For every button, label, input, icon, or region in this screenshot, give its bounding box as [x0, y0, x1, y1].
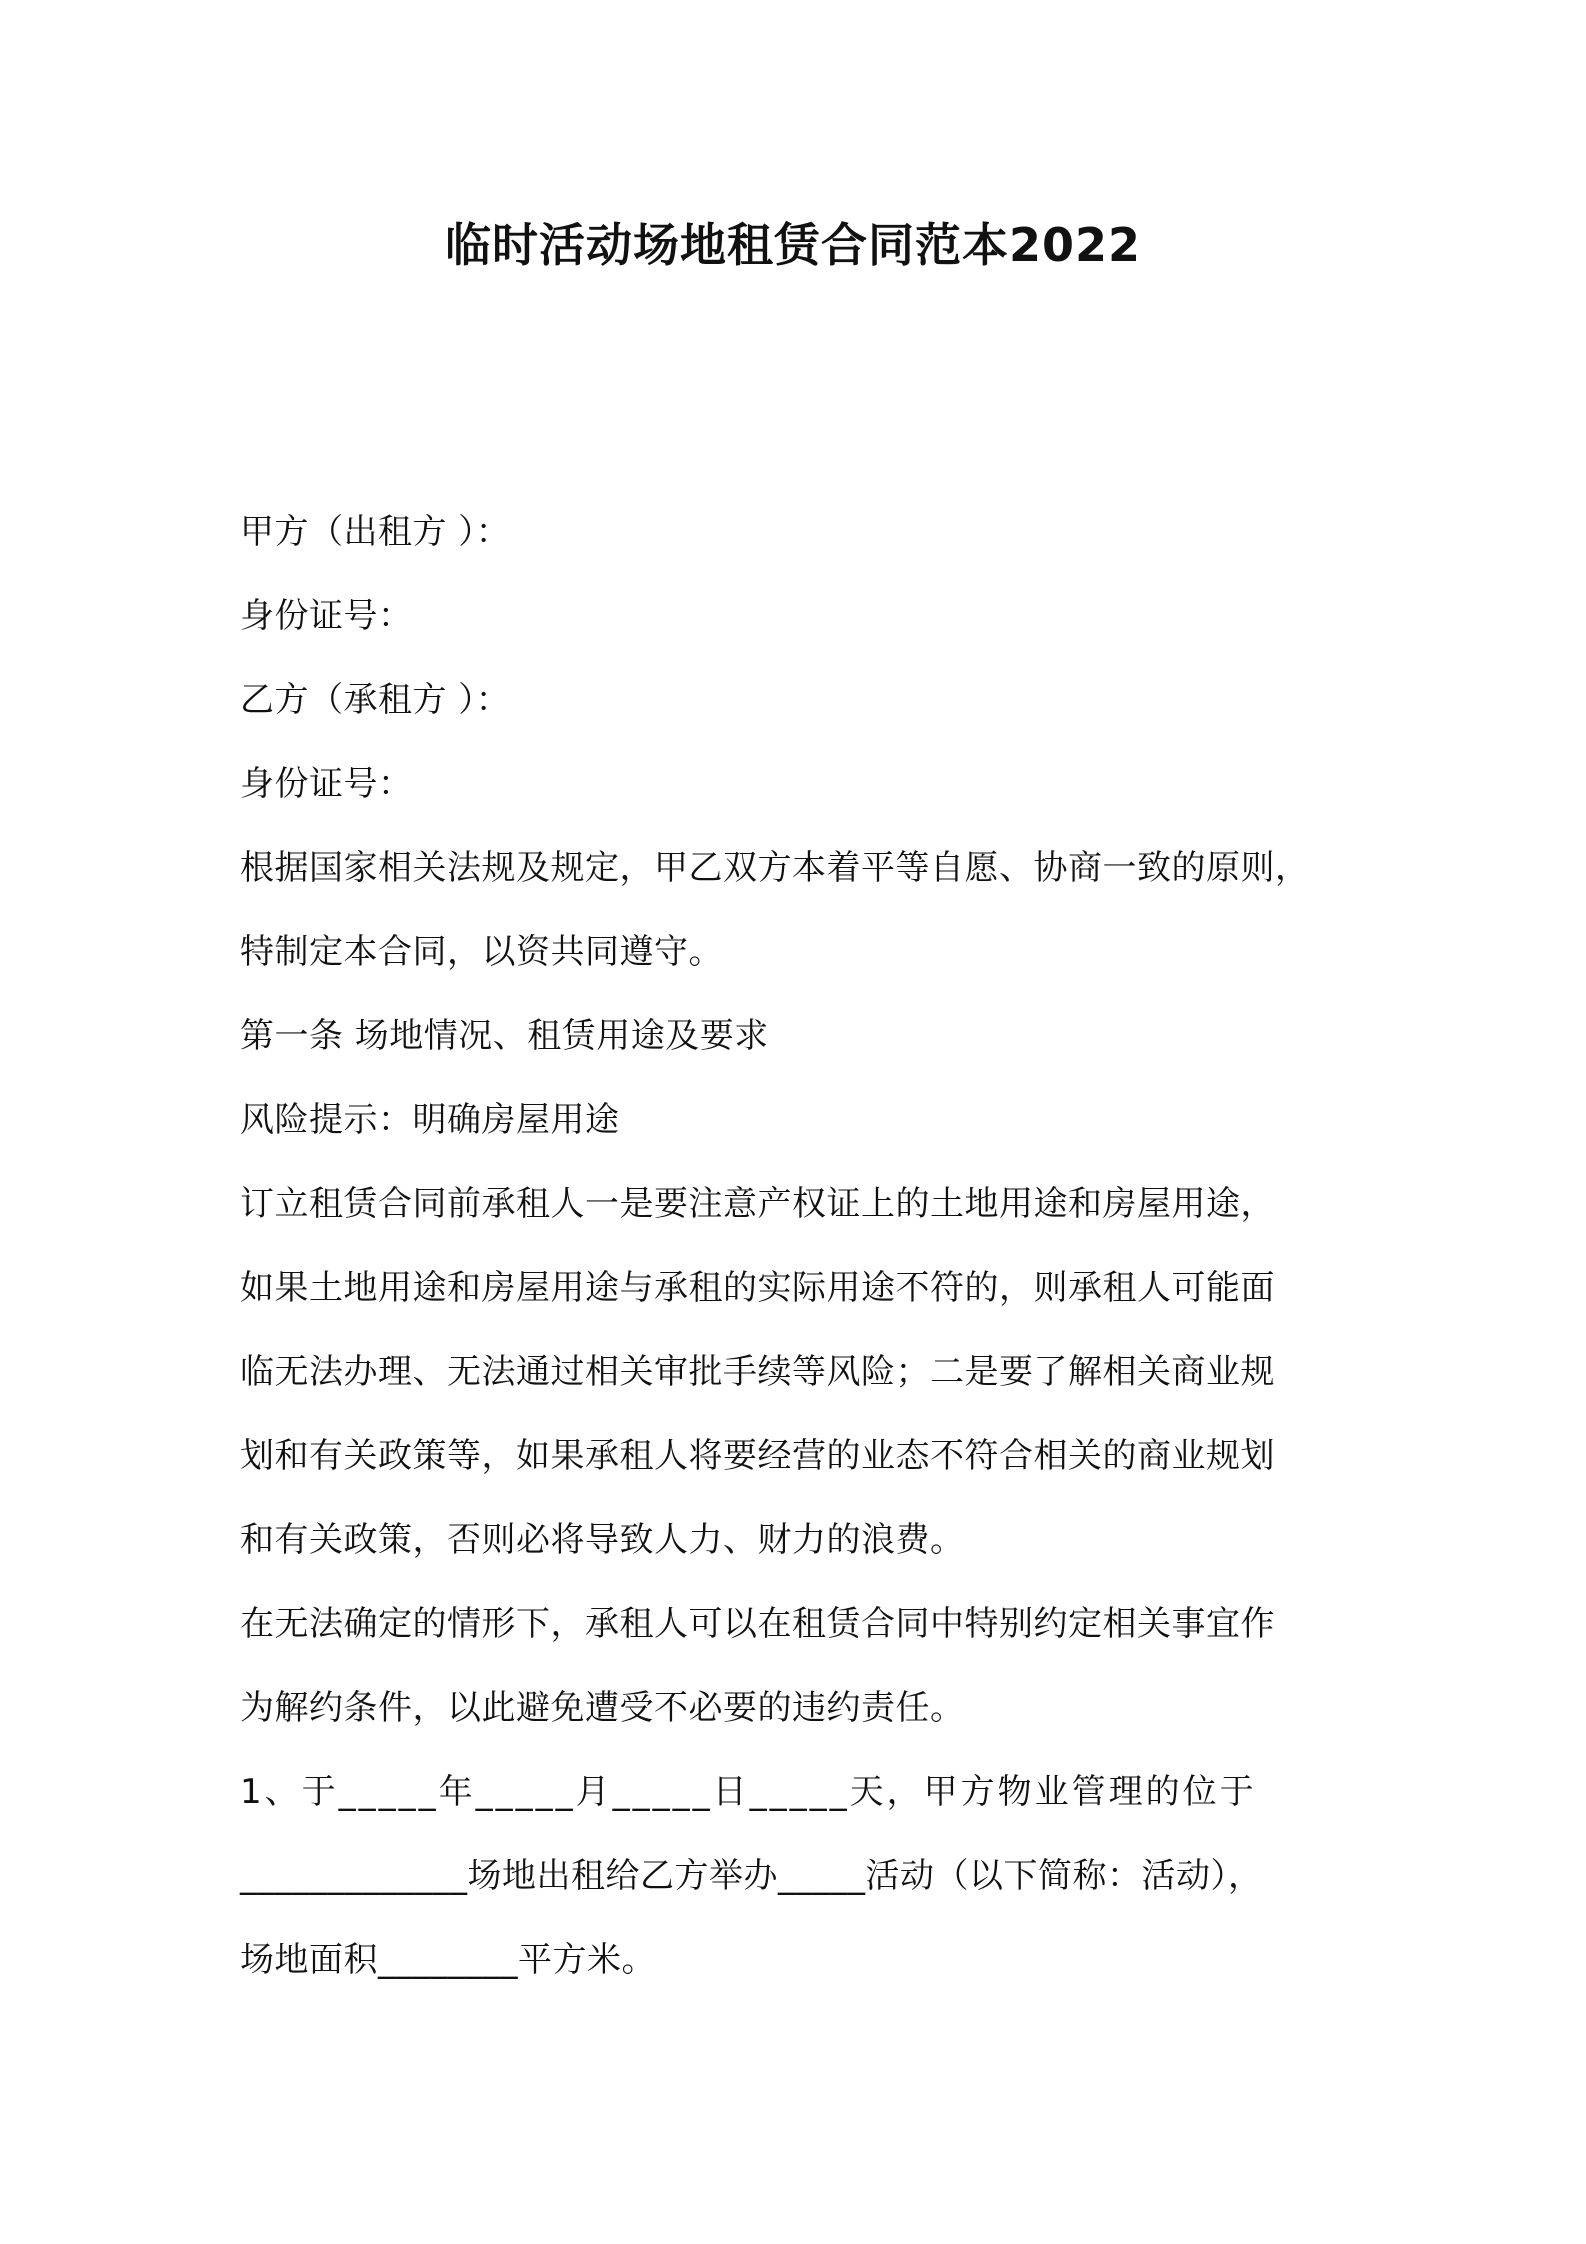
document-body — [240, 490, 1360, 2002]
advice-paragraph-line: 在无法确定的情形下，承租人可以在租赁合同中特别约定相关事宜作 — [240, 1604, 1275, 1644]
risk-paragraph-line: 订立租赁合同前承租人一是要注意产权证上的土地用途和房屋用途， — [240, 1184, 1275, 1224]
article-heading: 第一条 场地情况、租赁用途及要求 — [240, 1016, 769, 1056]
clause-1-line: 1、于_____年_____月_____日_____天，甲方物业管理的位于 — [240, 1772, 1257, 1812]
document-title: 临时活动场地租赁合同范本2022 — [444, 218, 1142, 272]
preamble-line: 根据国家相关法规及规定，甲乙双方本着平等自愿、协商一致的原则， — [240, 848, 1310, 888]
clause-1-line: 场地面积________平方米。 — [240, 1940, 656, 1980]
clause-1-line: _____________场地出租给乙方举办_____活动（以下简称：活动）， — [240, 1856, 1263, 1896]
risk-paragraph-line: 临无法办理、无法通过相关审批手续等风险；二是要了解相关商业规 — [240, 1352, 1275, 1392]
party-b-line: 乙方（承租方 ）： — [240, 680, 511, 720]
preamble-line: 特制定本合同，以资共同遵守。 — [240, 932, 723, 972]
risk-notice-heading: 风险提示：明确房屋用途 — [240, 1100, 620, 1140]
risk-paragraph-line: 和有关政策，否则必将导致人力、财力的浪费。 — [240, 1520, 965, 1560]
risk-paragraph-line: 如果土地用途和房屋用途与承租的实际用途不符的，则承租人可能面 — [240, 1268, 1275, 1308]
party-a-line: 甲方（出租方 ）： — [240, 512, 511, 552]
advice-paragraph-line: 为解约条件，以此避免遭受不必要的违约责任。 — [240, 1688, 965, 1728]
risk-paragraph-line: 划和有关政策等，如果承租人将要经营的业态不符合相关的商业规划 — [240, 1436, 1275, 1476]
party-a-id-line: 身份证号： — [240, 596, 413, 636]
party-b-id-line: 身份证号： — [240, 764, 413, 804]
